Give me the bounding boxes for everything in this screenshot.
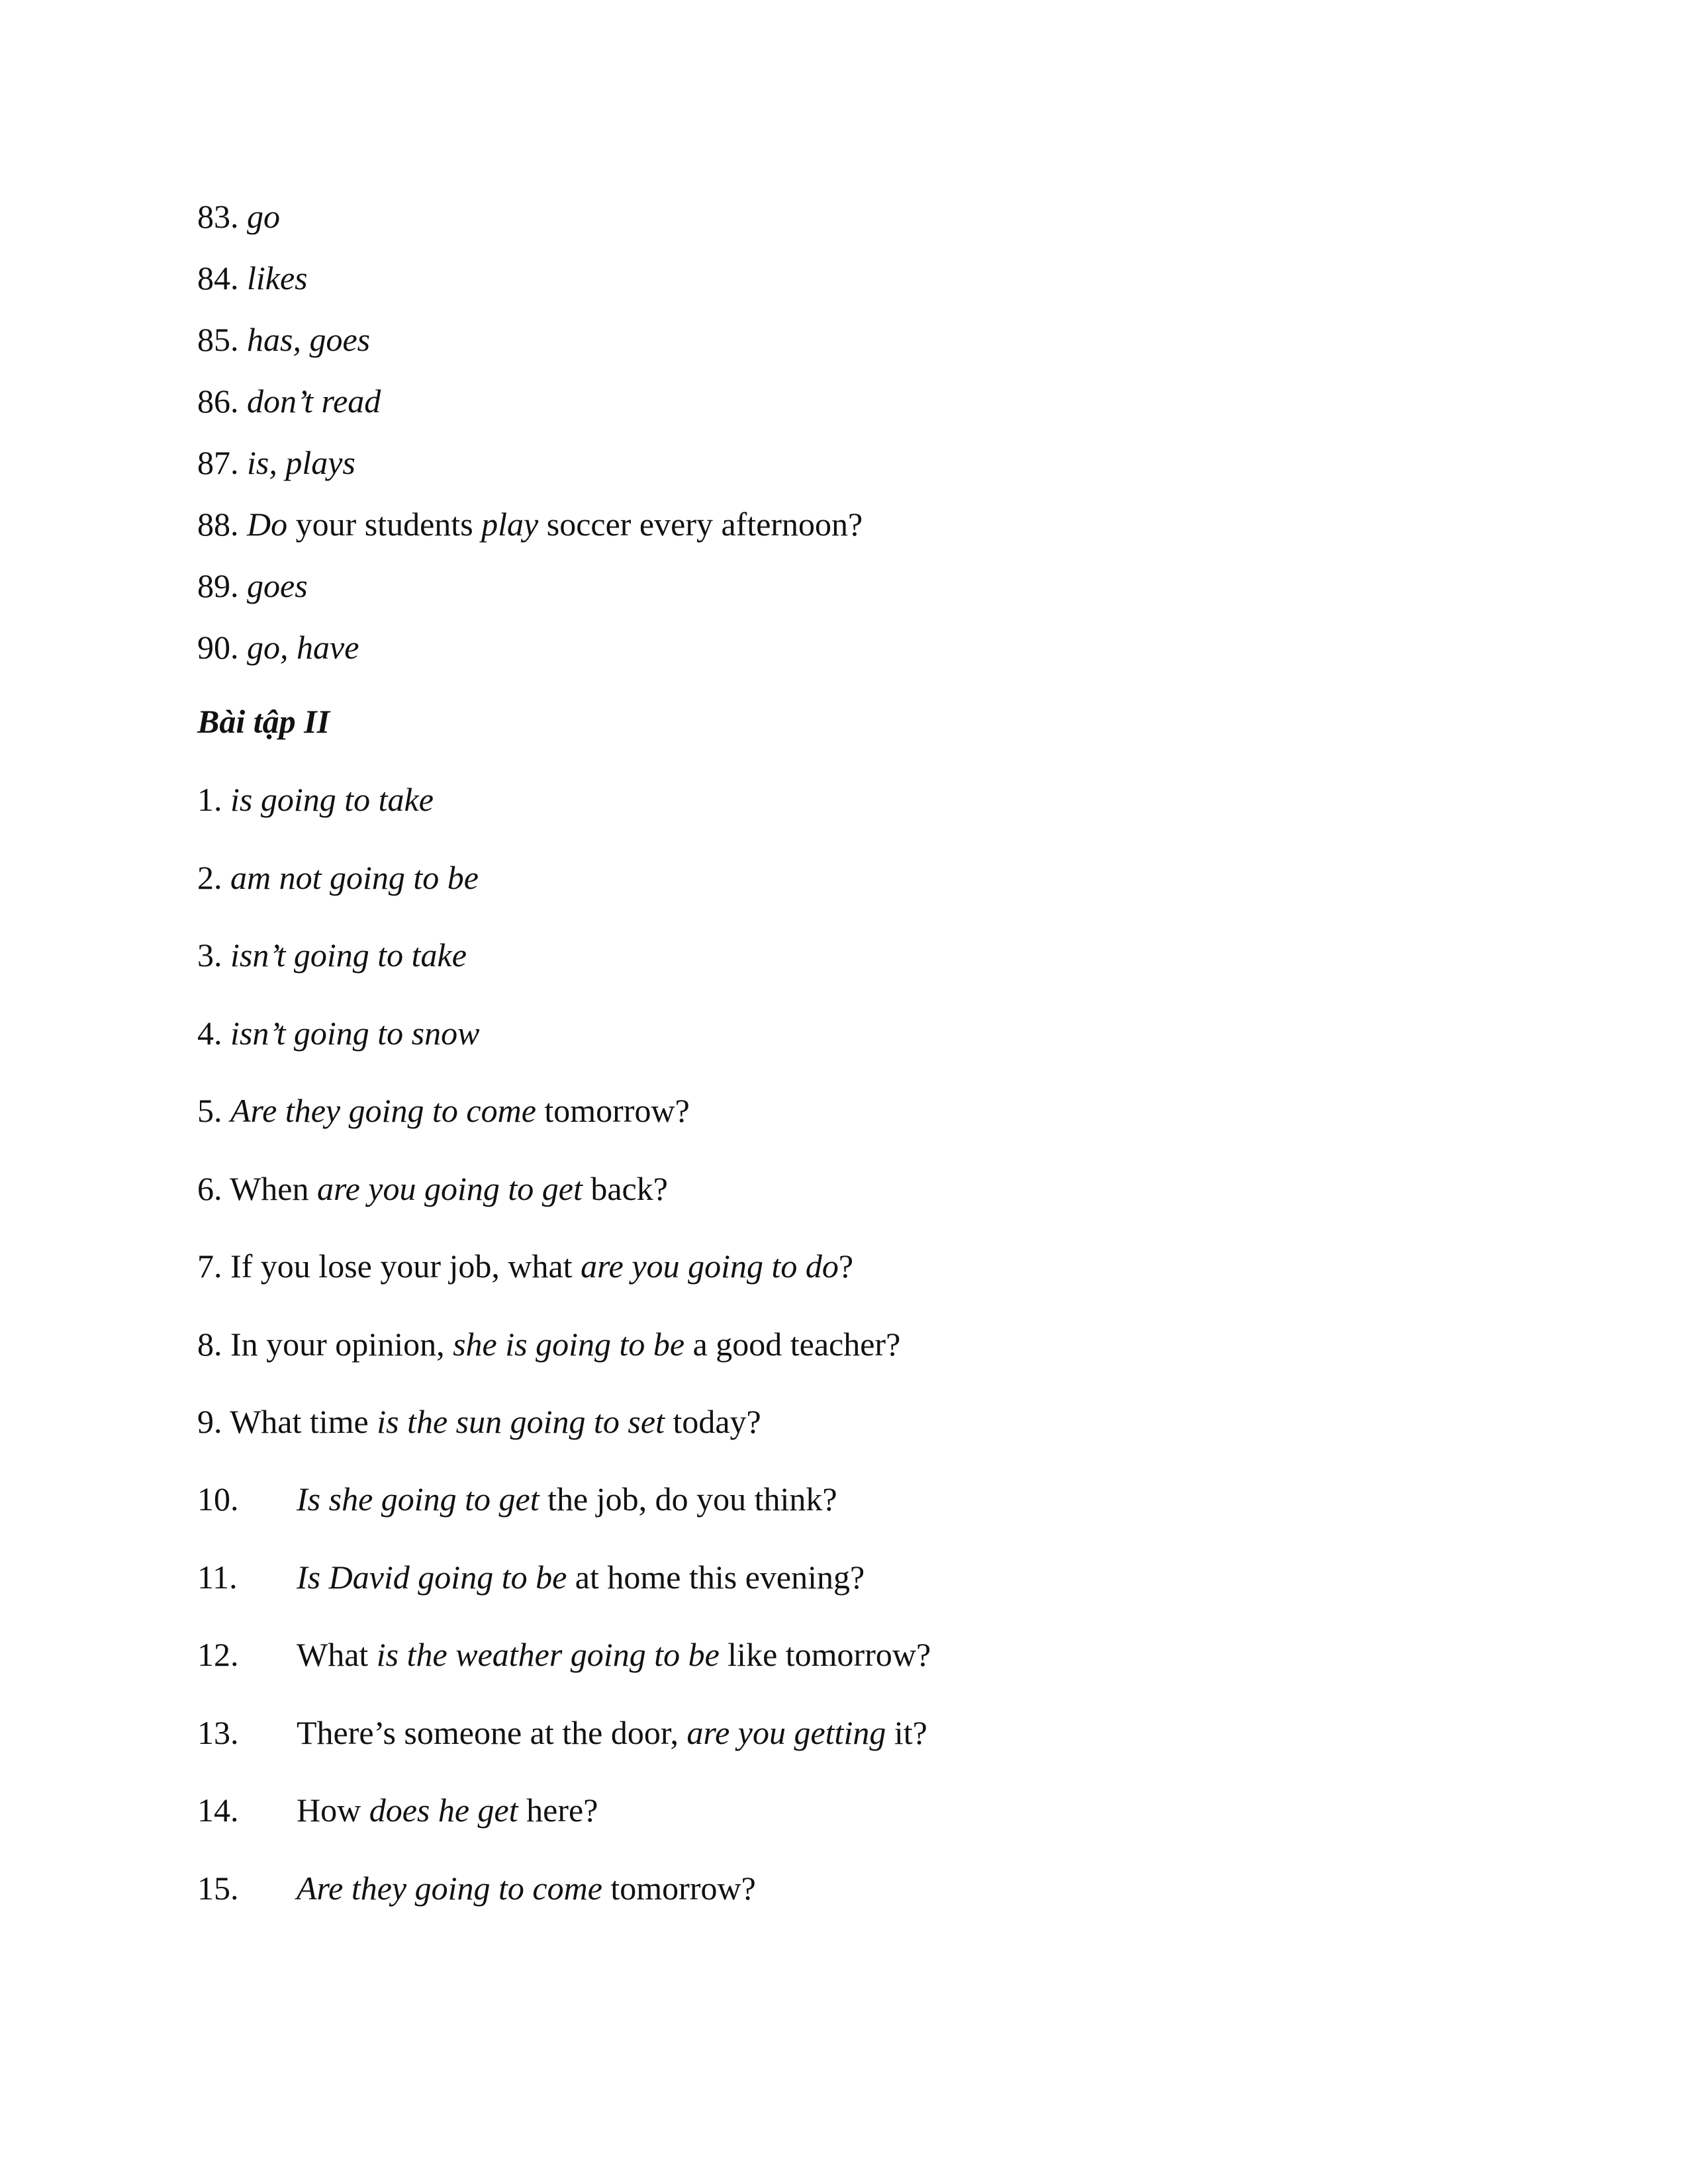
answer-item (197, 1479, 837, 1519)
answer-italic-text: Are they going to come (230, 1092, 536, 1129)
answer-text (222, 781, 231, 818)
answer-italic-text: is the sun going to set (377, 1403, 665, 1440)
answer-text (222, 1092, 231, 1129)
answer-item (197, 504, 863, 544)
answer-number: 9. (197, 1403, 222, 1440)
answer-text: What (297, 1636, 377, 1673)
answer-text (239, 259, 248, 296)
answer-text: it? (886, 1713, 927, 1751)
answer-item (197, 1713, 927, 1752)
answer-text: the job, do you think? (539, 1480, 837, 1518)
answer-item (197, 1557, 865, 1597)
answer-number: 15. (197, 1869, 239, 1907)
answer-italic-text: likes (247, 259, 308, 296)
answer-item (197, 780, 434, 819)
answer-item (197, 1091, 690, 1130)
answer-text: If you lose your job, what (222, 1248, 581, 1285)
answer-item (197, 858, 479, 897)
answer-number: 83. (197, 198, 239, 235)
answer-item (197, 320, 370, 359)
answer-italic-text: are you going to get (316, 1169, 583, 1207)
answer-item (197, 443, 355, 482)
answer-number: 3. (197, 936, 222, 974)
answer-italic-text: Is she going to get (297, 1480, 539, 1518)
answer-text (222, 936, 231, 974)
answer-item (197, 1169, 668, 1208)
answer-text: like tomorrow? (719, 1636, 931, 1673)
answer-text (239, 629, 248, 666)
answer-item (197, 1790, 598, 1830)
answer-number: 89. (197, 567, 239, 604)
answer-item (197, 1324, 900, 1364)
answer-item (197, 627, 359, 667)
answer-number: 87. (197, 444, 239, 481)
answer-italic-text: does he get (369, 1792, 518, 1829)
answer-number: 11. (197, 1558, 238, 1596)
answer-text (239, 383, 248, 420)
answer-item (197, 381, 381, 421)
answer-text: at home this evening? (567, 1558, 865, 1596)
answer-text: What time (222, 1403, 377, 1440)
answer-italic-text: am not going to be (230, 858, 479, 896)
answer-text: When (222, 1169, 317, 1207)
answer-item (197, 1635, 931, 1674)
answer-number: 8. (197, 1325, 222, 1363)
answer-item (197, 258, 308, 298)
answer-italic-text: are you going to do (581, 1248, 839, 1285)
answer-text (239, 444, 248, 481)
section-heading: Bài tập II (197, 703, 330, 740)
answer-italic-text: isn’t going to take (230, 936, 467, 974)
answer-text (239, 567, 248, 604)
answer-item (197, 566, 308, 606)
answer-number: 7. (197, 1248, 222, 1285)
answer-italic-text: go, have (247, 629, 359, 666)
answer-text: How (297, 1792, 369, 1829)
answer-italic-text: Do (247, 506, 288, 543)
answer-number: 5. (197, 1092, 222, 1129)
answer-italic-text: don’t read (247, 383, 381, 420)
answer-item (197, 1013, 479, 1053)
answer-italic-text: go (247, 198, 280, 235)
answer-text: today? (664, 1403, 761, 1440)
answer-text (239, 506, 248, 543)
answer-text: soccer every afternoon? (538, 506, 863, 543)
answer-number: 84. (197, 259, 239, 296)
answer-italic-text: play (481, 506, 539, 543)
answer-number: 14. (197, 1792, 239, 1829)
answer-item (197, 1246, 853, 1286)
answer-text: here? (518, 1792, 598, 1829)
answer-number: 13. (197, 1713, 239, 1751)
answer-italic-text: Is David going to be (297, 1558, 567, 1596)
answer-number: 85. (197, 321, 239, 358)
answer-item (197, 197, 280, 236)
answer-italic-text: is going to take (230, 781, 434, 818)
answer-italic-text: is the weather going to be (376, 1636, 720, 1673)
answer-text: your students (287, 506, 482, 543)
answer-text: In your opinion, (222, 1325, 453, 1363)
answer-text: There’s someone at the door, (297, 1713, 687, 1751)
answer-text: tomorrow? (536, 1092, 690, 1129)
answer-italic-text: goes (247, 567, 308, 604)
answer-number: 4. (197, 1014, 222, 1052)
answer-number: 86. (197, 383, 239, 420)
answer-number: 88. (197, 506, 239, 543)
answer-item (197, 1868, 756, 1908)
answer-text: ? (838, 1248, 854, 1285)
answer-number: 2. (197, 858, 222, 896)
answer-text (222, 1015, 231, 1052)
answer-number: 12. (197, 1636, 239, 1673)
answer-item (197, 1402, 761, 1441)
answer-text: back? (582, 1169, 668, 1207)
answer-italic-text: is, plays (247, 444, 355, 481)
answer-text (239, 321, 248, 358)
answer-italic-text: are you getting (686, 1713, 886, 1751)
answer-italic-text: isn’t going to snow (230, 1014, 480, 1052)
answer-number: 6. (197, 1169, 222, 1207)
answer-text (222, 859, 231, 896)
answer-number: 90. (197, 629, 239, 666)
answer-text: a good teacher? (684, 1325, 901, 1363)
answer-number: 1. (197, 781, 222, 818)
answer-italic-text: Are they going to come (297, 1869, 602, 1907)
answer-italic-text: she is going to be (453, 1325, 685, 1363)
answer-text: tomorrow? (602, 1869, 756, 1907)
answer-item (197, 935, 467, 975)
answer-number: 10. (197, 1480, 239, 1518)
answer-italic-text: has, goes (247, 321, 371, 358)
answer-text (239, 198, 248, 235)
